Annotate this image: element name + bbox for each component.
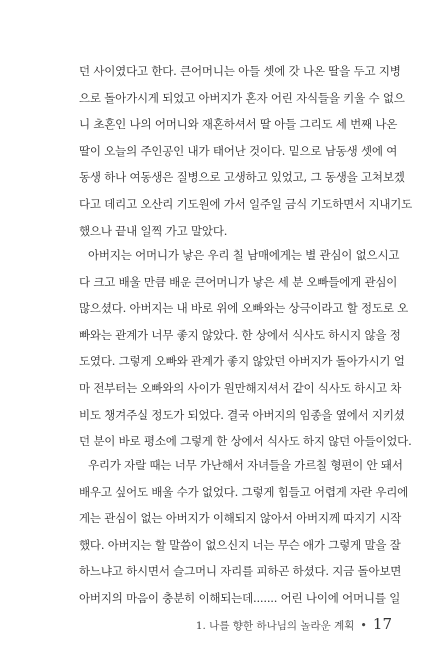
paragraph-line: 마 전부터는 오빠와의 사이가 원만해지셔서 같이 식사도 하시고 차 [79,380,402,395]
paragraph-line: 딸이 오늘의 주인공인 내가 태어난 것이다. 밑으로 남동생 셋에 여 [79,143,398,158]
paragraph-line: 빠와는 관계가 너무 좋지 않았다. 한 상에서 식사도 하시지 않을 정 [79,327,401,342]
chapter-title: 1. 나를 향한 하나님의 놀라운 계획 [195,620,355,632]
paragraph-line: 다고 데리고 오산리 기도원에 가서 일주일 금식 기도하면서 지내기도 [79,196,413,211]
paragraph-line: 게는 관심이 없는 아버지가 이해되지 않아서 아버지께 따지기 시작 [79,511,402,526]
paragraph-line: 다 크고 배울 만큼 배운 큰어머니가 낳은 세 분 오빠들에게 관심이 [79,274,398,289]
paragraph-line: 하느냐고 하시면서 슬그머니 자리를 피하곤 하셨다. 지금 돌아보면 [79,564,402,579]
paragraph-line: 으로 돌아가시게 되었고 아버지가 혼자 어린 자식들을 키울 수 없으 [79,90,405,105]
paragraph-2 [79,242,412,455]
paragraph-line: 배우고 싶어도 배울 수가 없었다. 그렇게 힘들고 어렵게 자란 우리에 [79,484,409,499]
paragraph-line: 아버지는 어머니가 낳은 우리 칠 남매에게는 별 관심이 없으시고 [88,248,400,262]
footer-separator: • [360,619,367,632]
paragraph-line: 니 초혼인 나의 어머니와 재혼하셔서 딸 아들 그리도 세 번째 나온 [79,117,398,132]
page-footer [196,614,392,634]
paragraph-line: 우리가 자랄 때는 너무 가난해서 자녀들을 가르칠 형편이 안 돼서 [88,458,403,472]
paragraph-line: 동생 하나 여동생은 질병으로 고생하고 있었고, 그 동생을 고쳐보겠 [79,170,405,185]
paragraph-3 [79,452,409,612]
paragraph-line: 아버지의 마음이 충분히 이해되는데....... 어린 나이에 어머니를 일 [79,590,401,605]
paragraph-line: 비도 챙겨주실 정도가 되었다. 결국 아버지의 임종을 옆에서 지키셨 [79,407,405,422]
paragraph-line: 도였다. 그렇게 오빠와 관계가 좋지 않았던 아버지가 돌아가시기 얼 [79,354,405,369]
paragraph-line: 했으나 끝내 일찍 가고 말았다. [79,223,228,238]
paragraph-line: 했다. 아버지는 할 말씀이 없으신지 너는 무슨 애가 그렇게 말을 잘 [79,537,401,552]
paragraph-line: 던 분이 바로 평소에 그렇게 한 상에서 식사도 하지 않던 아들이었다. [79,434,412,449]
paragraph-line: 많으셨다. 아버지는 내 바로 위에 오빠와는 상극이라고 할 정도로 오 [79,301,409,316]
page-number: 17 [372,615,392,633]
paragraph-1 [79,58,413,244]
paragraph-line: 던 사이였다고 한다. 큰어머니는 아들 셋에 갓 나온 딸을 두고 지병 [79,64,401,78]
